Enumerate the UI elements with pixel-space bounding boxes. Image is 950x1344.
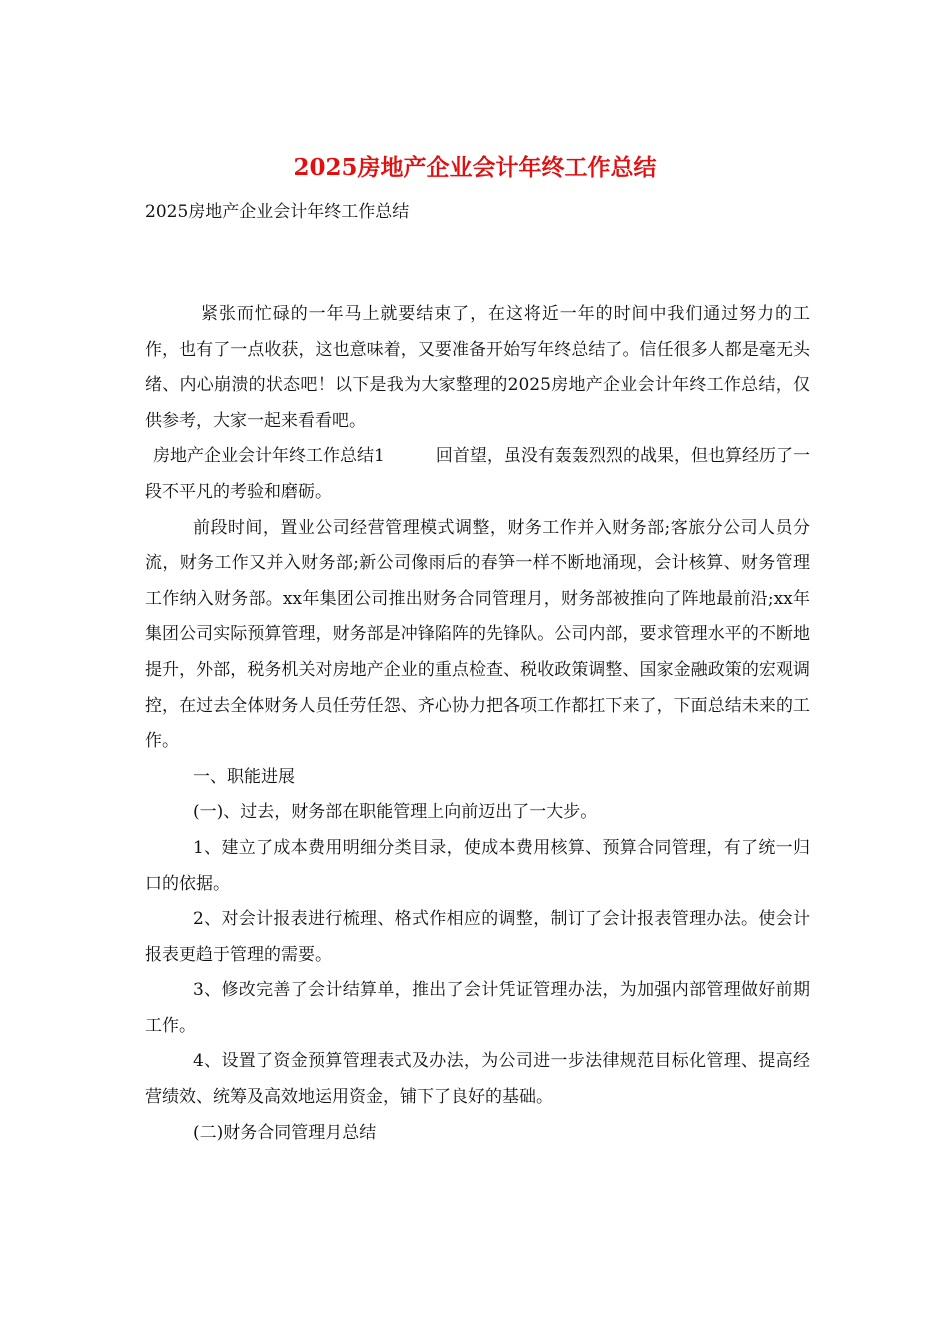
list-item: 3、修改完善了会计结算单，推出了会计凭证管理办法，为加强内部管理做好前期工作。 <box>145 980 810 1036</box>
document-subtitle: 2025房地产企业会计年终工作总结 <box>145 202 410 222</box>
subsection-heading: (二)财务合同管理月总结 <box>193 1122 377 1143</box>
background-paragraph: 前段时间，置业公司经营管理模式调整，财务工作并入财务部;客旅分公司人员分流，财务工作又并入财务部;新公司像雨后的春笋一样不断地涌现，会计核算、财务管理工作纳入财务部。xx年集团公司推出财务合同管理月，财务部被推向了阵地最前沿;xx年集团公司实际预算管理，财务部是冲锋陷阵的先锋队。公司内部，要求管理水平的不断地提升，外部，税务机关对房地产企业的重点检查、税收政策调整、国家金融政策的宏观调控，在过去全体财务人员任劳任怨、齐心协力把各项工作都扛下来了，下面总结未来的工作。 <box>145 517 810 752</box>
intro-paragraph: 紧张而忙碌的一年马上就要结束了，在这将近一年的时间中我们通过努力的工作，也有了一点收获，这也意味着，又要准备开始写年终总结了。信任很多人都是毫无头绪、内心崩溃的状态吧！以下是我为大家整理的2025房地产企业会计年终工作总结，仅供参考，大家一起来看看吧。 <box>145 304 810 431</box>
list-item: 1、建立了成本费用明细分类目录，使成本费用核算、预算合同管理，有了统一归口的依据。 <box>145 837 810 894</box>
document-title: 2025房地产企业会计年终工作总结 <box>293 154 657 181</box>
list-item: 4、设置了资金预算管理表式及办法，为公司进一步法律规范目标化管理、提高经营绩效、统筹及高效地运用资金，铺下了良好的基础。 <box>145 1051 810 1108</box>
section-heading: 一、职能进展 <box>193 766 295 787</box>
document-body <box>145 297 810 1151</box>
list-item: 2、对会计报表进行梳理、格式作相应的调整，制订了会计报表管理办法。使会计报表更趋于管理的需要。 <box>145 909 810 965</box>
section-intro-paragraph: 房地产企业会计年终工作总结1 回首望，虽没有轰轰烈烈的战果，但也算经历了一段不平凡的考验和磨砺。 <box>145 446 810 502</box>
subsection-heading: (一)、过去，财务部在职能管理上向前迈出了一大步。 <box>193 802 598 823</box>
